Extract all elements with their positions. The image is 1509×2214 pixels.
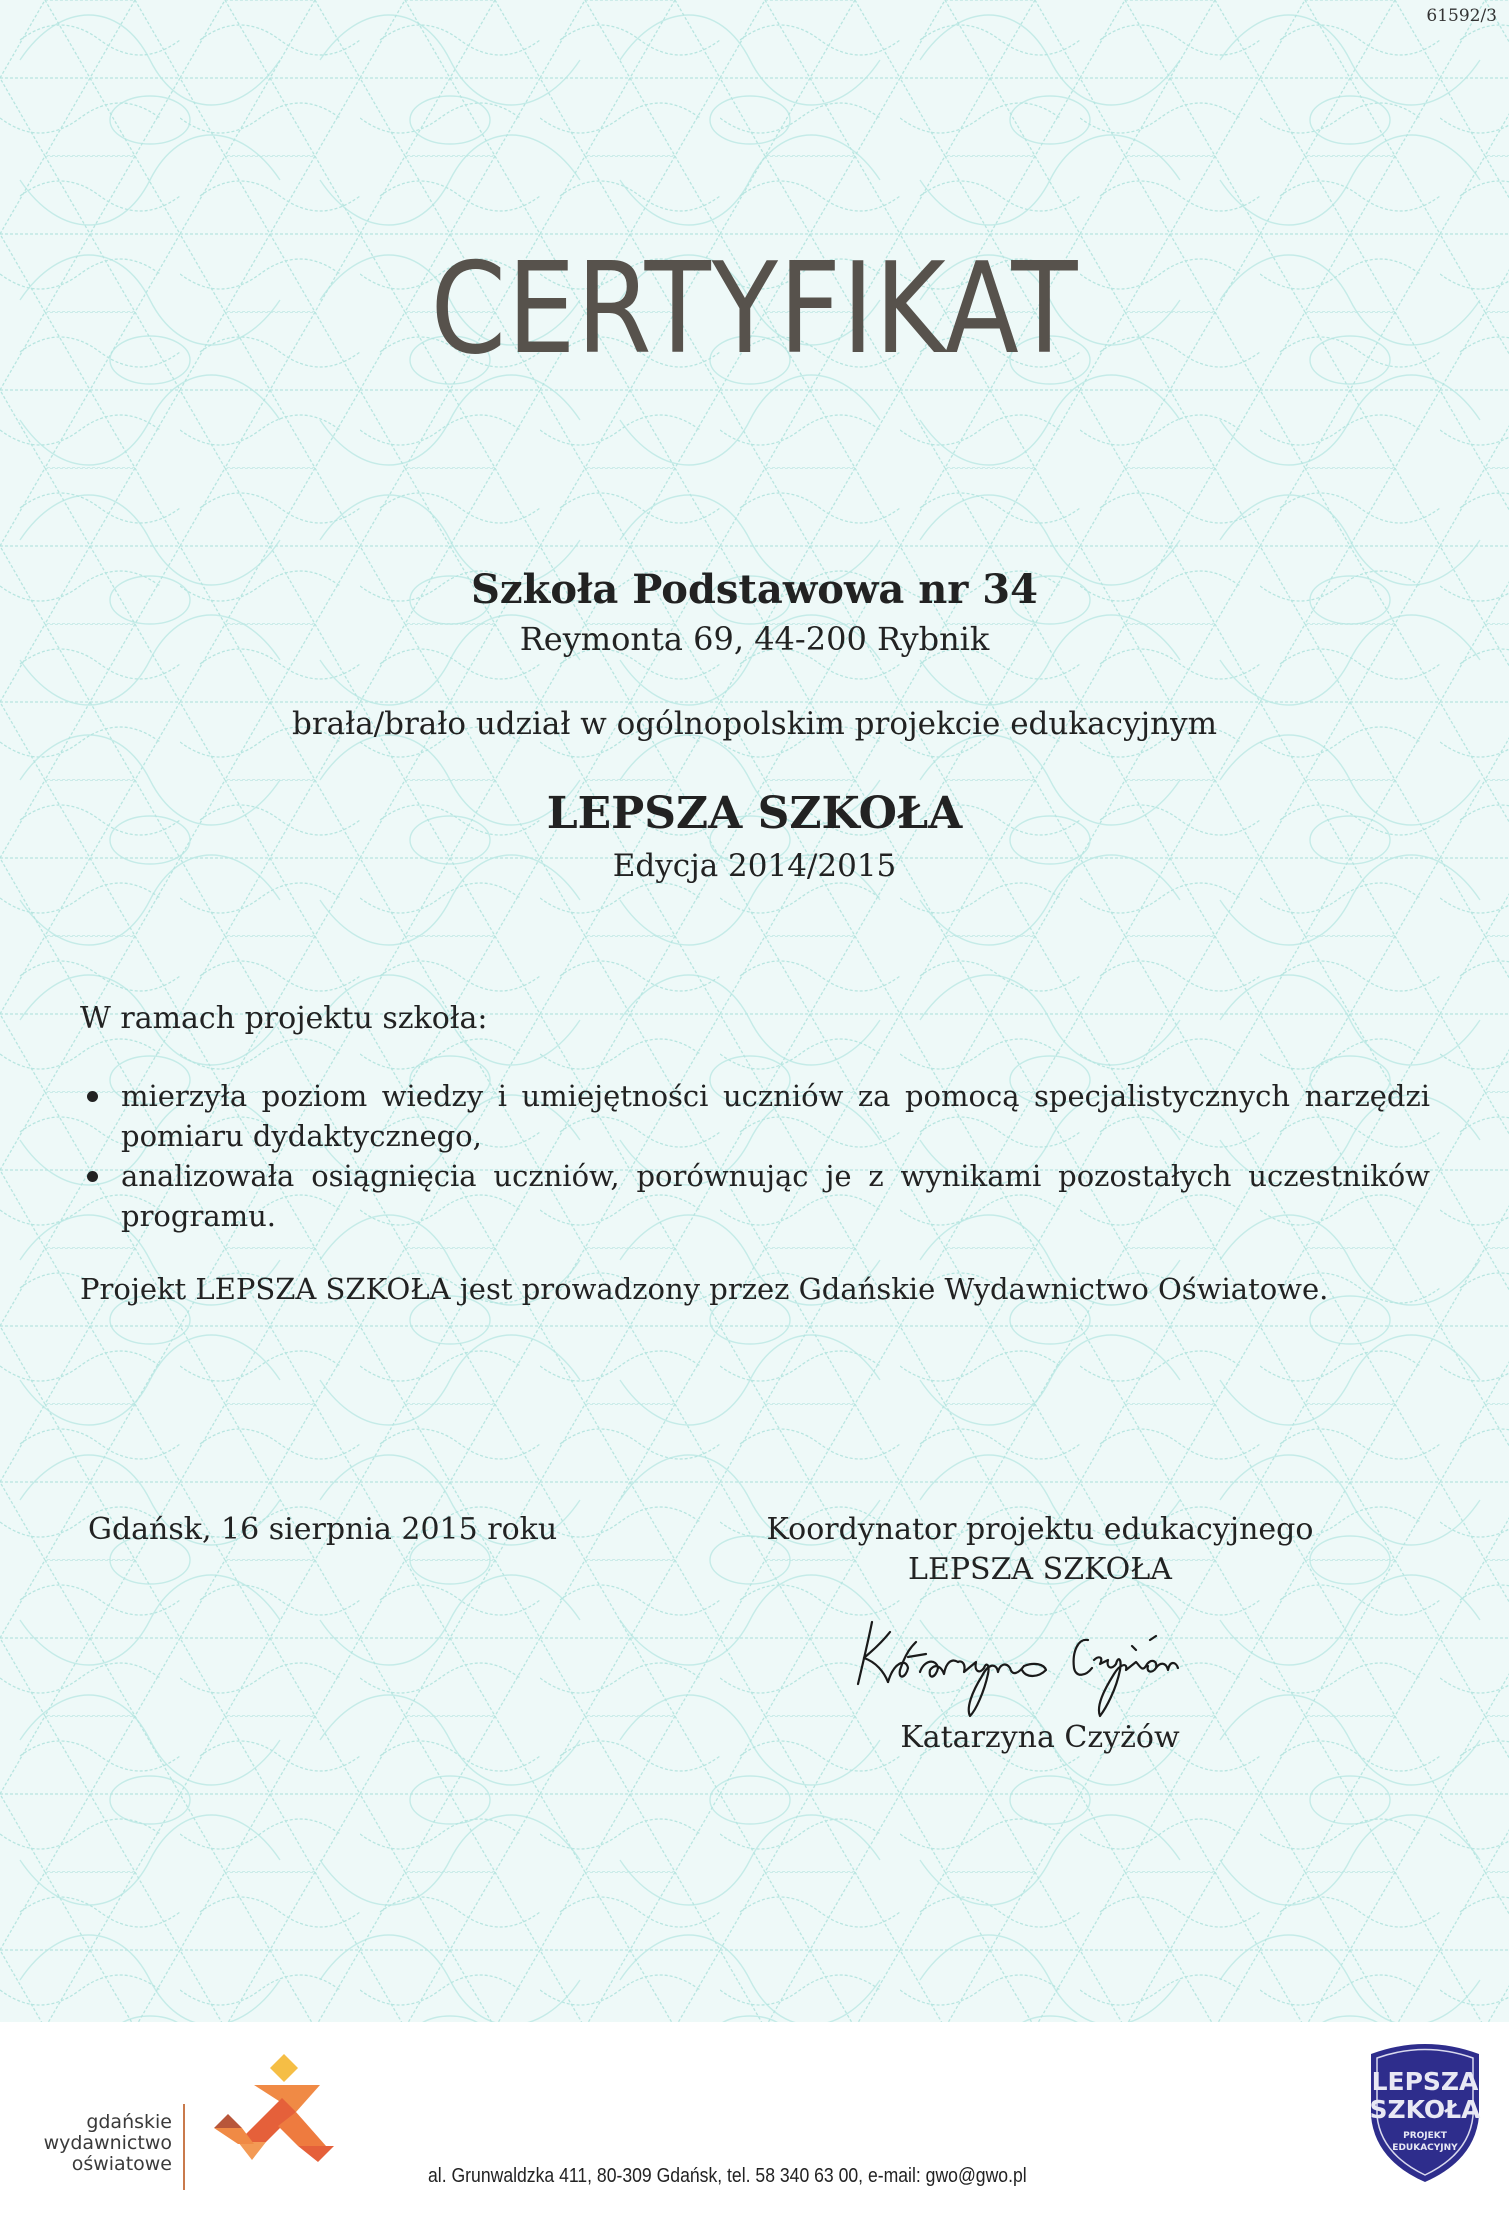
list-item — [80, 1076, 1430, 1156]
project-name: LEPSZA SZKOŁA — [546, 788, 963, 839]
project-statement: Projekt LEPSZA SZKOŁA jest prowadzony przez Gdańskie Wydawnictwo Oświatowe. — [80, 1272, 1329, 1306]
coordinator-name: Katarzyna Czyżów — [900, 1720, 1180, 1755]
place-and-date: Gdańsk, 16 sierpnia 2015 roku — [88, 1512, 558, 1547]
publisher-logo-line: wydawnictwo — [43, 2132, 172, 2154]
publisher-logo-text — [40, 2112, 172, 2175]
bullet-icon — [87, 1091, 98, 1102]
list-item-text: mierzyła poziom wiedzy i umiejętności uczniów za pomocą specjalistycznych narzędzi pomiaru dydaktycznego, — [121, 1079, 1430, 1153]
badge-line3: PROJEKT — [1403, 2131, 1447, 2141]
publisher-logo-line: gdańskie — [86, 2111, 172, 2133]
project-edition: Edycja 2014/2015 — [612, 848, 897, 884]
document-number: 61592/3 — [1426, 6, 1497, 26]
certificate-title: CERTYFIKAT — [430, 235, 1079, 382]
handwritten-signature — [850, 1612, 1240, 1722]
badge-line4: EDUKACYJNY — [1392, 2143, 1458, 2153]
list-item — [80, 1156, 1430, 1236]
bullet-icon — [87, 1171, 98, 1182]
publisher-address: al. Grunwaldzka 411, 80-309 Gdańsk, tel. 58 340 63 00, e-mail: gwo@gwo.pl — [428, 2165, 1027, 2187]
logo-divider — [183, 2104, 185, 2190]
intro-text: W ramach projektu szkoła: — [80, 1001, 488, 1036]
school-address: Reymonta 69, 44-200 Rybnik — [519, 620, 990, 658]
participation-text: brała/brało udział w ogólnopolskim projekcie edukacyjnym — [292, 706, 1217, 742]
badge-line2: SZKOŁA — [1369, 2095, 1481, 2124]
lepsza-szkola-badge-logo — [1363, 2036, 1487, 2184]
tangram-runner-logo-icon — [198, 2050, 342, 2175]
publisher-logo-line: oświatowe — [71, 2153, 172, 2175]
achievements-list — [80, 1076, 1430, 1236]
coordinator-project: LEPSZA SZKOŁA — [908, 1552, 1172, 1587]
list-item-text: analizowała osiągnięcia uczniów, porównując je z wynikami pozostałych uczestników programu. — [121, 1159, 1430, 1233]
badge-line1: LEPSZA — [1371, 2067, 1479, 2096]
school-name: Szkoła Podstawowa nr 34 — [471, 566, 1038, 613]
coordinator-role: Koordynator projektu edukacyjnego — [766, 1512, 1314, 1547]
